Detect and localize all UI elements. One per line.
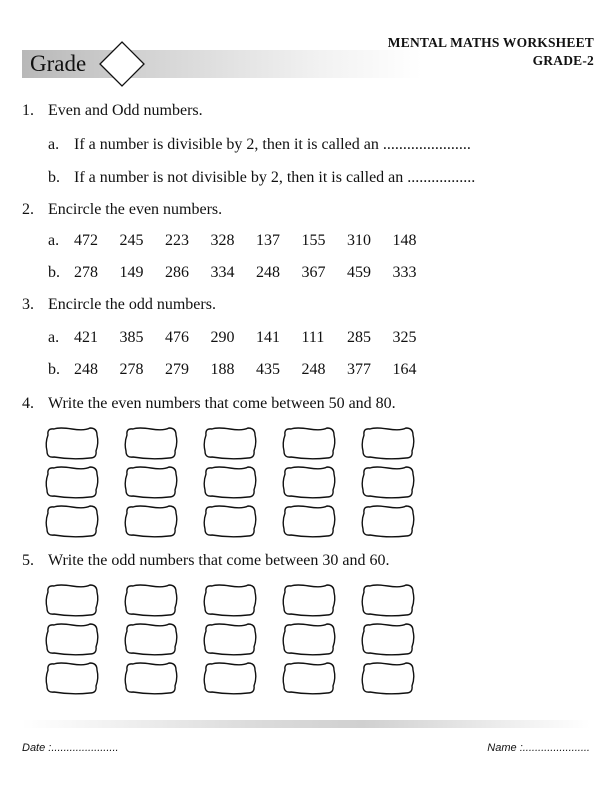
answer-box[interactable] — [283, 585, 335, 616]
part-label: a. — [48, 136, 60, 153]
answer-box[interactable] — [362, 585, 414, 616]
answer-box[interactable] — [283, 506, 335, 537]
answer-box[interactable] — [362, 467, 414, 498]
part-text: If a number is divisible by 2, then it is called an ...................... — [74, 136, 471, 153]
answer-box[interactable] — [46, 624, 98, 655]
row-label: b. — [48, 264, 60, 281]
number-item[interactable]: 334 — [210, 264, 235, 281]
number-item[interactable]: 325 — [392, 329, 417, 346]
row-label: a. — [48, 232, 60, 249]
number-item[interactable]: 310 — [347, 232, 371, 249]
number-item[interactable]: 435 — [256, 361, 280, 378]
part-label: b. — [48, 169, 60, 186]
answer-box[interactable] — [204, 663, 256, 694]
question-text: Encircle the odd numbers. — [48, 296, 216, 313]
number-item[interactable]: 278 — [119, 361, 144, 378]
worksheet-title — [388, 34, 594, 70]
answer-box[interactable] — [204, 585, 256, 616]
row-label: a. — [48, 329, 60, 346]
answer-box[interactable] — [125, 428, 177, 459]
answer-box[interactable] — [125, 663, 177, 694]
number-item[interactable]: 245 — [119, 232, 144, 249]
number-item[interactable]: 248 — [301, 361, 326, 378]
number-item[interactable]: 328 — [210, 232, 235, 249]
answer-box[interactable] — [46, 585, 98, 616]
diamond-icon — [98, 40, 146, 88]
answer-box[interactable] — [46, 506, 98, 537]
number-item[interactable]: 279 — [165, 361, 189, 378]
answer-box[interactable] — [125, 506, 177, 537]
answer-box[interactable] — [204, 624, 256, 655]
answer-box[interactable] — [125, 624, 177, 655]
row-label: b. — [48, 361, 60, 378]
answer-box[interactable] — [283, 624, 335, 655]
number-item[interactable]: 141 — [256, 329, 280, 346]
answer-box[interactable] — [46, 467, 98, 498]
number-item[interactable]: 149 — [119, 264, 144, 281]
answer-box[interactable] — [283, 663, 335, 694]
answer-box[interactable] — [362, 663, 414, 694]
number-item[interactable]: 164 — [392, 361, 417, 378]
number-item[interactable]: 223 — [165, 232, 189, 249]
title-line-1: MENTAL MATHS WORKSHEET — [387, 35, 594, 50]
number-item[interactable]: 278 — [74, 264, 98, 281]
question-number: 5. — [22, 552, 34, 569]
answer-box[interactable] — [362, 428, 414, 459]
footer-divider — [22, 720, 590, 728]
number-item[interactable]: 367 — [301, 264, 326, 281]
number-item[interactable]: 472 — [74, 232, 98, 249]
number-item[interactable]: 333 — [392, 264, 417, 281]
answer-box[interactable] — [46, 663, 98, 694]
question-text: Write the odd numbers that come between 30 and 60. — [48, 552, 390, 569]
number-item[interactable]: 476 — [165, 329, 189, 346]
answer-box[interactable] — [283, 428, 335, 459]
date-field[interactable]: Date :...................... — [22, 742, 119, 754]
number-item[interactable]: 148 — [392, 232, 417, 249]
number-item[interactable]: 286 — [165, 264, 189, 281]
number-item[interactable]: 188 — [210, 361, 235, 378]
number-row — [74, 328, 438, 348]
part-text: If a number is not divisible by 2, then it is called an ................. — [74, 169, 476, 186]
answer-box[interactable] — [283, 467, 335, 498]
title-line-2: GRADE-2 — [532, 53, 594, 68]
answer-box[interactable] — [204, 506, 256, 537]
name-field[interactable]: Name :...................... — [487, 742, 590, 754]
number-item[interactable]: 459 — [347, 264, 371, 281]
answer-box-grid-odd — [0, 577, 612, 697]
number-item[interactable]: 385 — [119, 329, 144, 346]
number-item[interactable]: 421 — [74, 329, 98, 346]
question-text: Encircle the even numbers. — [48, 201, 223, 218]
answer-box[interactable] — [362, 624, 414, 655]
question-number: 3. — [22, 296, 34, 313]
answer-box-grid-even — [0, 420, 612, 540]
answer-box[interactable] — [125, 467, 177, 498]
number-item[interactable]: 137 — [256, 232, 280, 249]
answer-box[interactable] — [46, 428, 98, 459]
number-row — [74, 263, 438, 283]
answer-box[interactable] — [204, 467, 256, 498]
question-text: Even and Odd numbers. — [48, 102, 203, 119]
number-item[interactable]: 111 — [301, 329, 325, 346]
number-item[interactable]: 155 — [301, 232, 326, 249]
number-item[interactable]: 290 — [210, 329, 235, 346]
answer-box[interactable] — [204, 428, 256, 459]
question-number: 4. — [22, 395, 34, 412]
number-row — [74, 231, 438, 251]
question-number: 1. — [22, 102, 34, 119]
number-item[interactable]: 377 — [347, 361, 371, 378]
question-number: 2. — [22, 201, 34, 218]
number-item[interactable]: 285 — [347, 329, 371, 346]
number-row — [74, 360, 438, 380]
answer-box[interactable] — [362, 506, 414, 537]
number-item[interactable]: 248 — [74, 361, 98, 378]
grade-label: Grade — [30, 51, 87, 76]
question-text: Write the even numbers that come between 50 and 80. — [48, 395, 396, 412]
answer-box[interactable] — [125, 585, 177, 616]
number-item[interactable]: 248 — [256, 264, 280, 281]
